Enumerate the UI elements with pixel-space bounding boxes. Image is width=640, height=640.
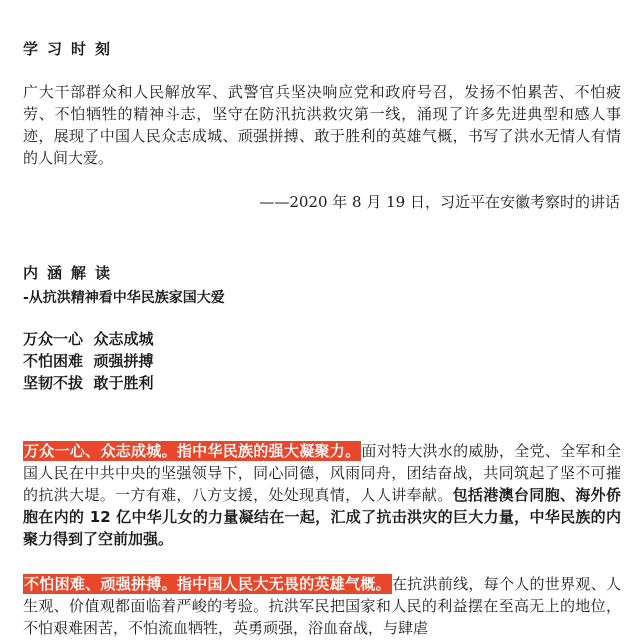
paragraph-text: 面对特大洪水的威胁，全党、全军和全国人民在中共中央的坚强领导下，同心同德，风雨同舟，团结奋战，共同筑起了坚不可摧的抗洪大堤。一方有难，八方支援，处处现真情，人人讲奉献。 — [23, 442, 621, 504]
study-quote-body: 广大干部群众和人民解放军、武警官兵坚决响应党和政府号召，发扬不怕累苦、不怕疲劳、不怕牺牲的精神斗志，坚守在防汛抗洪救灾第一线，涌现了许多先进典型和感人事迹，展现了中国人民众志成城、顽强拼搏、敢于胜利的英雄气概，书写了洪水无情人有情的人间大爱。 — [23, 83, 621, 167]
highlighted-heading: 不怕困难、顽强拼搏。指中国人民大无畏的英雄气概。 — [24, 575, 391, 593]
interpretation-subtitle: -从抗洪精神看中华民族家国大爱 — [23, 290, 225, 306]
highlighted-heading: 万众一心、众志成城。指中华民族的强大凝聚力。 — [24, 442, 361, 460]
study-section-title: 学习时刻 — [23, 40, 120, 58]
paragraph-bold-text: 包括港澳台同胞、海外侨胞在内的 12 亿中华儿女的力量凝结在一起，汇成了抗击洪灾的巨大力量，中华民族的内聚力得到了空前加强。 — [23, 486, 621, 548]
slogan-perseverance: 不怕困难 顽强拼搏 — [23, 352, 154, 370]
slogan-unity: 万众一心 众志成城 — [23, 330, 154, 348]
quote-source: ——2020 年 8 月 19 日，习近平在安徽考察时的讲话 — [259, 193, 620, 211]
interpretation-paragraph-heroism — [23, 573, 621, 639]
interpretation-paragraph-unity — [23, 440, 621, 550]
paragraph-text: 在抗洪前线，每个人的世界观、人生观、价值观都面临着严峻的考验。抗洪军民把国家和人民的利益摆在至高无上的地位，不怕艰难困苦，不怕流血牺牲，英勇顽强，浴血奋战，与肆虐 — [23, 575, 621, 637]
interpretation-section-title: 内涵解读 — [23, 264, 120, 282]
slogan-victory: 坚韧不拔 敢于胜利 — [23, 374, 154, 392]
slogan-list — [23, 328, 153, 394]
